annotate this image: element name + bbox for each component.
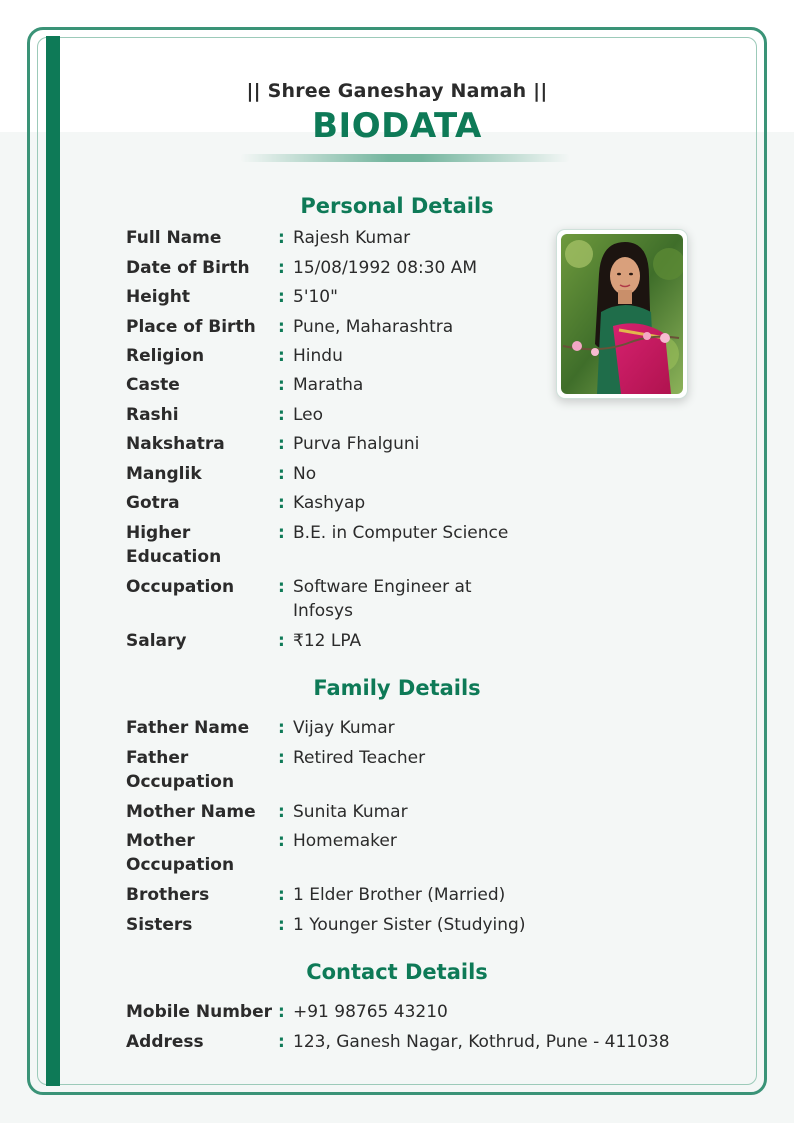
detail-colon: : — [278, 748, 285, 768]
detail-label: Date of Birth — [126, 258, 250, 278]
detail-value: 1 Elder Brother (Married) — [293, 885, 506, 905]
detail-colon: : — [278, 317, 285, 337]
detail-value: Leo — [293, 405, 324, 425]
detail-value: Rajesh Kumar — [293, 228, 411, 248]
detail-value: No — [293, 464, 317, 484]
detail-colon: : — [278, 831, 285, 851]
detail-label: Caste — [126, 375, 180, 395]
detail-value: Retired Teacher — [293, 748, 426, 768]
detail-value: Sunita Kumar — [293, 802, 408, 822]
detail-label: Nakshatra — [126, 434, 225, 454]
detail-label: Mother Occupation — [126, 831, 235, 875]
detail-value: B.E. in Computer Science — [293, 523, 509, 543]
personal-details-heading: Personal Details — [300, 194, 494, 218]
detail-value: ₹12 LPA — [293, 631, 362, 651]
detail-label: Mother Name — [126, 802, 256, 822]
detail-label: Salary — [126, 631, 187, 651]
detail-colon: : — [278, 464, 285, 484]
detail-label: Father Name — [126, 718, 250, 738]
detail-colon: : — [278, 802, 285, 822]
detail-colon: : — [278, 228, 285, 248]
detail-value: 5'10" — [293, 287, 338, 307]
detail-value: Purva Fhalguni — [293, 434, 420, 454]
detail-colon: : — [278, 287, 285, 307]
detail-value: Pune, Maharashtra — [293, 317, 454, 337]
detail-colon: : — [278, 885, 285, 905]
detail-value: Hindu — [293, 346, 343, 366]
detail-colon: : — [278, 631, 285, 651]
contact-details-heading: Contact Details — [306, 960, 488, 984]
detail-label: Mobile Number — [126, 1002, 272, 1022]
title-divider — [240, 154, 570, 162]
detail-value: Software Engineer at Infosys — [293, 577, 472, 621]
detail-colon: : — [278, 1032, 285, 1052]
detail-label: Brothers — [126, 885, 210, 905]
detail-value: 15/08/1992 08:30 AM — [293, 258, 478, 278]
detail-colon: : — [278, 577, 285, 597]
detail-colon: : — [278, 523, 285, 543]
detail-label: Place of Birth — [126, 317, 256, 337]
detail-value: 123, Ganesh Nagar, Kothrud, Pune - 411038 — [293, 1032, 670, 1052]
detail-label: Rashi — [126, 405, 179, 425]
detail-colon: : — [278, 1002, 285, 1022]
detail-value: Homemaker — [293, 831, 397, 851]
detail-value: Kashyap — [293, 493, 366, 513]
detail-label: Manglik — [126, 464, 202, 484]
detail-colon: : — [278, 258, 285, 278]
detail-value: Maratha — [293, 375, 364, 395]
detail-label: Height — [126, 287, 190, 307]
invocation-text: || Shree Ganeshay Namah || — [246, 80, 548, 102]
detail-label: Higher Education — [126, 523, 222, 567]
profile-photo — [556, 229, 688, 399]
detail-value: +91 98765 43210 — [293, 1002, 448, 1022]
detail-label: Full Name — [126, 228, 222, 248]
detail-label: Sisters — [126, 915, 193, 935]
detail-value: Vijay Kumar — [293, 718, 395, 738]
detail-label: Occupation — [126, 577, 235, 597]
family-details-heading: Family Details — [313, 676, 481, 700]
document-title: BIODATA — [312, 106, 482, 146]
detail-colon: : — [278, 493, 285, 513]
detail-colon: : — [278, 375, 285, 395]
detail-value: 1 Younger Sister (Studying) — [293, 915, 526, 935]
detail-label: Father Occupation — [126, 748, 235, 792]
portrait-image — [561, 234, 683, 394]
detail-label: Religion — [126, 346, 205, 366]
detail-label: Address — [126, 1032, 204, 1052]
detail-label: Gotra — [126, 493, 180, 513]
detail-colon: : — [278, 718, 285, 738]
detail-colon: : — [278, 434, 285, 454]
detail-colon: : — [278, 405, 285, 425]
detail-colon: : — [278, 346, 285, 366]
detail-colon: : — [278, 915, 285, 935]
